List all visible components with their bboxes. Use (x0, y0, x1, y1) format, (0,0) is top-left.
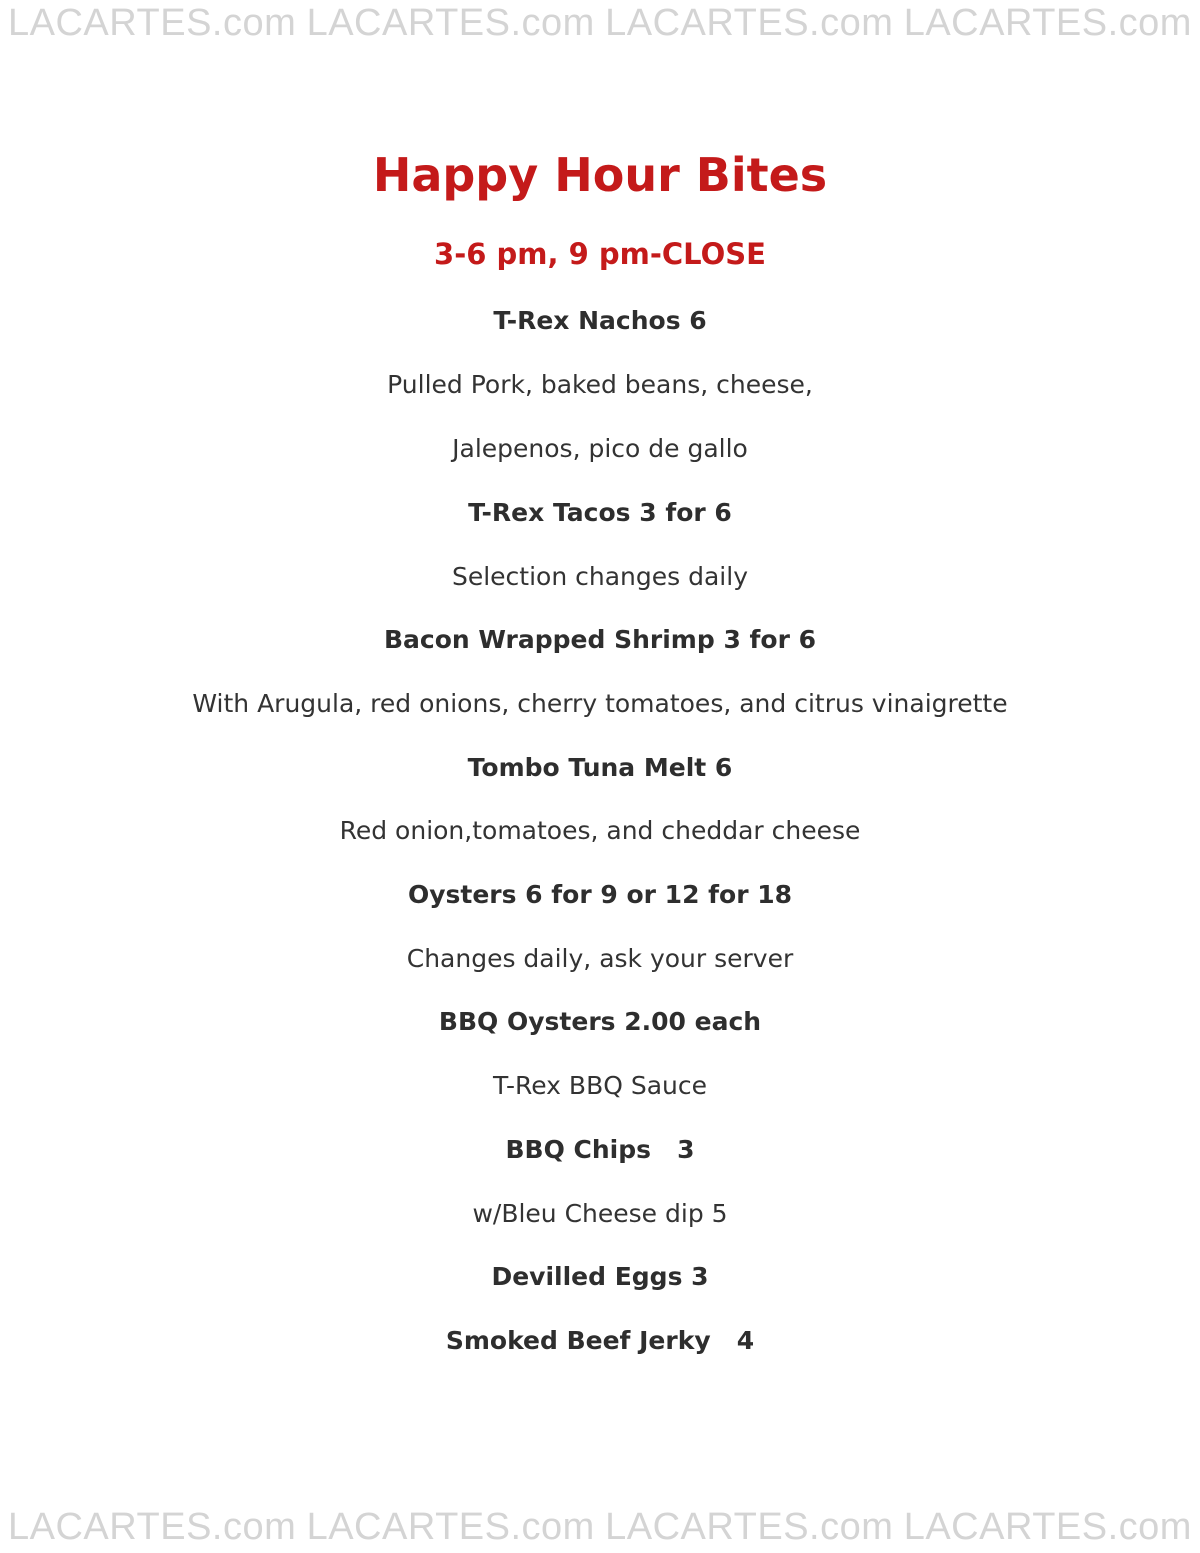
watermark-text: LACARTES.com (605, 2, 894, 44)
menu-item-name: Tombo Tuna Melt 6 (467, 753, 733, 782)
menu-title: Happy Hour Bites (372, 148, 828, 202)
watermark-text: LACARTES.com (903, 1506, 1192, 1548)
watermark-text: LACARTES.com (605, 1506, 894, 1548)
menu-item-description: Jalepenos, pico de gallo (452, 434, 748, 463)
menu-hours: 3-6 pm, 9 pm-CLOSE (434, 237, 766, 271)
watermark-text: LACARTES.com (903, 2, 1192, 44)
menu-item-description: Pulled Pork, baked beans, cheese, (387, 370, 813, 399)
watermark-top (0, 2, 1200, 45)
menu-item-description: T-Rex BBQ Sauce (492, 1071, 707, 1100)
menu-item-description: Red onion,tomatoes, and cheddar cheese (339, 816, 861, 845)
menu-item-name: BBQ Oysters 2.00 each (438, 1007, 762, 1036)
menu-item-name: T-Rex Nachos 6 (493, 306, 707, 335)
menu-item-name: Oysters 6 for 9 or 12 for 18 (407, 880, 793, 909)
watermark-text: LACARTES.com (8, 1506, 297, 1548)
menu-item-description: Selection changes daily (451, 562, 748, 591)
menu-item-name: Smoked Beef Jerky 4 (445, 1326, 755, 1355)
menu-item-name: Devilled Eggs 3 (491, 1262, 709, 1291)
menu-item-name: BBQ Chips 3 (505, 1135, 695, 1164)
watermark-text: LACARTES.com (306, 2, 595, 44)
menu-item-description: Changes daily, ask your server (406, 944, 794, 973)
watermark-text: LACARTES.com (8, 2, 297, 44)
menu-item-description: With Arugula, red onions, cherry tomatoes, and citrus vinaigrette (192, 689, 1008, 718)
watermark-bottom (0, 1506, 1200, 1549)
menu-item-name: Bacon Wrapped Shrimp 3 for 6 (383, 625, 817, 654)
menu-item-name: T-Rex Tacos 3 for 6 (468, 498, 732, 527)
watermark-text: LACARTES.com (306, 1506, 595, 1548)
menu-item-description: w/Bleu Cheese dip 5 (472, 1199, 728, 1228)
